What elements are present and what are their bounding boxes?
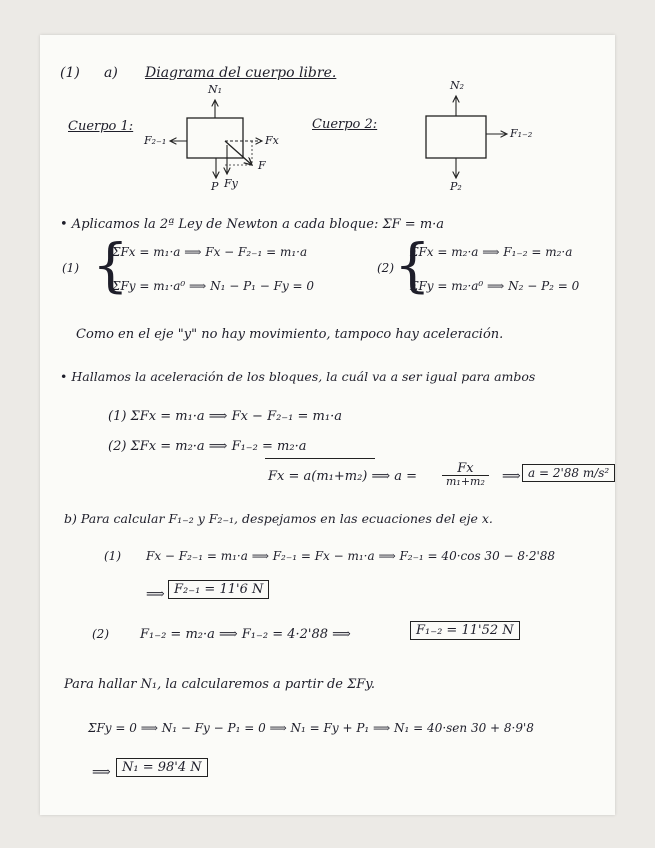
accel-eq-2: (2) ΣFx = m₂·a ⟹ F₁₋₂ = m₂·a — [108, 439, 307, 454]
system-1-eq-y: ΣFy = m₁·a⁰ ⟹ N₁ − P₁ − Fy = 0 — [112, 279, 315, 293]
system-1-label: (1) — [62, 261, 79, 275]
f-arrow — [225, 141, 252, 165]
b1-f21-label: F₂₋₁ — [144, 134, 167, 147]
b1-n-label: N₁ — [208, 83, 223, 96]
f21-result: F₂₋₁ = 11'6 N — [168, 580, 269, 599]
acceleration-result: a = 2'88 m/s² — [522, 464, 615, 482]
b1-fx-label: Fx — [265, 134, 279, 147]
system-2-brace: { — [394, 231, 431, 299]
fraction-numerator: Fx — [442, 462, 489, 476]
b1-p-label: P — [211, 180, 219, 193]
part-b-eq1-label: (1) — [104, 549, 121, 563]
part-b-eq1: Fx − F₂₋₁ = m₁·a ⟹ F₂₋₁ = Fx − m₁·a ⟹ F₂₋₁ = 40·cos 30 − 8·2'88 — [146, 549, 556, 563]
part-b-arrow: ⟹ — [146, 587, 165, 602]
accel-arrow: ⟹ — [502, 469, 521, 484]
accel-eq-1: (1) ΣFx = m₁·a ⟹ Fx − F₂₋₁ = m₁·a — [108, 409, 342, 424]
body-1-label: Cuerpo 1: — [68, 119, 134, 134]
part-b-eq2: F₁₋₂ = m₂·a ⟹ F₁₋₂ = 4·2'88 ⟹ — [140, 627, 351, 642]
block-1-rect — [187, 118, 243, 158]
b2-f12-label: F₁₋₂ — [510, 127, 533, 140]
b2-n-label: N₂ — [450, 79, 465, 92]
system-1-eq-x: ΣFx = m₁·a ⟹ Fx − F₂₋₁ = m₁·a — [112, 245, 308, 259]
acceleration-intro: • Hallamos la aceleración de los bloques, la cuál va a ser igual para ambos — [60, 369, 536, 384]
b1-f-label: F — [258, 159, 266, 172]
problem-number: (1) — [60, 65, 80, 81]
normal-intro: Para hallar N₁, la calcularemos a partir de ΣFy. — [64, 677, 376, 692]
f12-result: F₁₋₂ = 11'52 N — [410, 621, 520, 640]
system-2-eq-x: ΣFx = m₂·a ⟹ F₁₋₂ = m₂·a — [410, 245, 573, 259]
fraction-denominator: m₁+m₂ — [446, 475, 485, 488]
section-title: Diagrama del cuerpo libre. — [145, 65, 337, 81]
normal-arrow: ⟹ — [92, 765, 111, 780]
part-b-intro: b) Para calcular F₁₋₂ y F₂₋₁, despejamos en las ecuaciones del eje x. — [64, 511, 493, 526]
body-2-label: Cuerpo 2: — [312, 117, 378, 132]
system-2-label: (2) — [377, 261, 394, 275]
no-motion-note: Como en el eje "y" no hay movimiento, tampoco hay aceleración. — [76, 327, 504, 342]
normal-eq: ΣFy = 0 ⟹ N₁ − Fy − P₁ = 0 ⟹ N₁ = Fy + P₁ ⟹ N₁ = 40·sen 30 + 8·9'8 — [88, 721, 534, 735]
b2-p-label: P₂ — [450, 180, 462, 193]
n1-result: N₁ = 98'4 N — [116, 758, 208, 777]
part-label: a) — [104, 65, 118, 81]
accel-sum: Fx = a(m₁+m₂) ⟹ a = — [268, 469, 418, 484]
newton-intro: • Aplicamos la 2ª Ley de Newton a cada bloque: ΣF = m·a — [60, 217, 445, 232]
part-b-eq2-label: (2) — [92, 627, 109, 641]
sum-line — [265, 458, 375, 459]
b1-fy-label: Fy — [224, 177, 238, 190]
system-2-eq-y: ΣFy = m₂·a⁰ ⟹ N₂ − P₂ = 0 — [410, 279, 580, 293]
accel-fraction — [442, 462, 489, 487]
block-2-rect — [426, 116, 486, 158]
system-1-brace: { — [92, 231, 129, 299]
